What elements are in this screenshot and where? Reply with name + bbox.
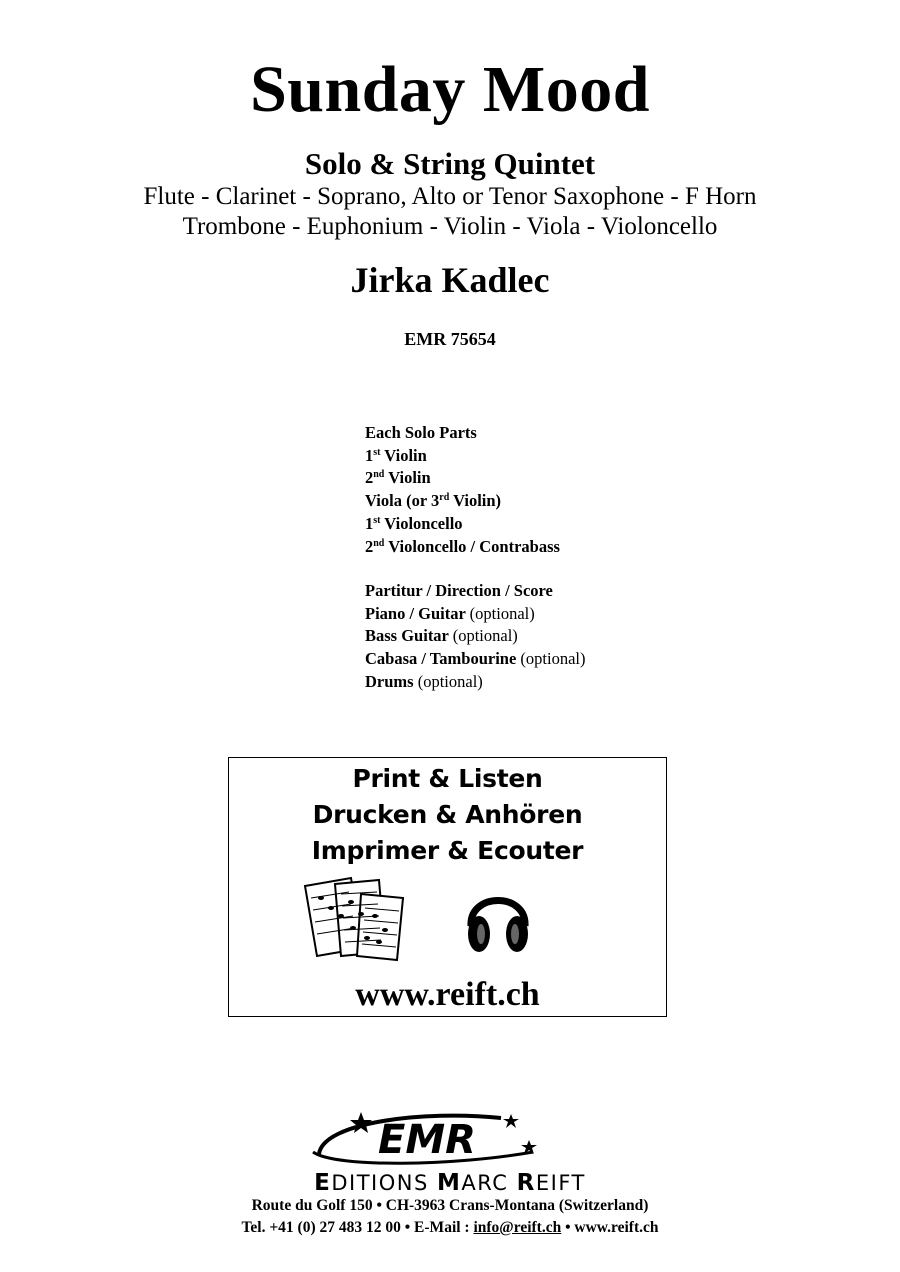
headphones-icon (463, 878, 533, 958)
part-piano-guitar: Piano / Guitar (optional) (365, 603, 535, 623)
composer-name: Jirka Kadlec (350, 260, 550, 300)
part-score: Partitur / Direction / Score (365, 581, 553, 600)
print-listen-de: Drucken & Anhören (312, 800, 583, 829)
score-title: Sunday Mood (250, 53, 650, 126)
part-violin-2: 2nd Violin (365, 468, 431, 488)
part-cabasa-tambourine: Cabasa / Tambourine (optional) (365, 649, 586, 669)
emr-logo-text: EMR (378, 1117, 476, 1163)
part-violoncello-1: 1st Violoncello (365, 513, 463, 533)
print-listen-fr: Imprimer & Ecouter (311, 836, 584, 865)
publisher-name: EDITIONS MARC REIFT (314, 1170, 586, 1196)
instruments-line-2: Trombone - Euphonium - Violin - Viola - Violoncello (182, 213, 718, 240)
print-listen-box (228, 757, 667, 1017)
part-violoncello-2: 2nd Violoncello / Contrabass (365, 536, 560, 556)
solo-parts-list (365, 422, 785, 558)
instruments-line-1: Flute - Clarinet - Soprano, Alto or Tenor Saxophone - F Horn (143, 183, 757, 210)
part-viola: Viola (or 3rd Violin) (365, 491, 502, 511)
publisher-contact: Tel. +41 (0) 27 483 12 00 • E-Mail : info@reift.ch • www.reift.ch (241, 1219, 659, 1236)
part-violin-1: 1st Violin (365, 445, 427, 465)
sheet-music-icon (301, 876, 411, 962)
reift-website[interactable]: www.reift.ch (355, 976, 540, 1013)
score-subtitle: Solo & String Quintet (304, 146, 596, 181)
print-listen-en: Print & Listen (352, 764, 543, 793)
catalog-number: EMR 75654 (404, 329, 496, 349)
part-bass-guitar: Bass Guitar (optional) (365, 626, 518, 646)
part-drums: Drums (optional) (365, 671, 483, 691)
emr-logo (305, 1108, 545, 1170)
part-each-solo: Each Solo Parts (365, 423, 477, 442)
publisher-address: Route du Golf 150 • CH-3963 Crans-Montana (Switzerland) (251, 1197, 649, 1214)
extra-parts-list (365, 580, 785, 694)
publisher-email-link[interactable]: info@reift.ch (473, 1219, 562, 1236)
